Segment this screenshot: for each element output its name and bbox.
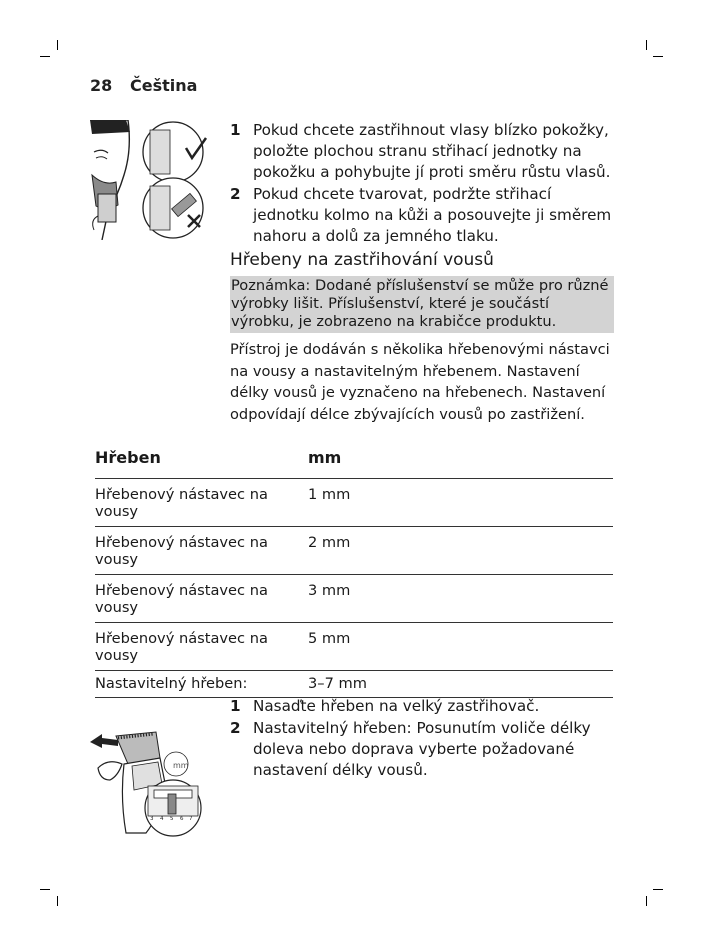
note-box: Poznámka: Dodané příslušenství se může pro různé výrobky lišit. Příslušenství, které je součástí výrobku, je zobrazeno na krabičce produktu. [230,276,614,333]
list-item: 2 Pokud chcete tvarovat, podržte střihací jednotku kolmo na kůži a posouvejte ji směrem nahoru a dolů za jemného tlaku. [230,185,612,245]
table-cell: 2 mm [308,527,613,575]
crop-mark [40,889,50,890]
list-item: 1 Pokud chcete zastřihnout vlasy blízko pokožky, položte plochou stranu střihací jednotky na pokožku a pohybujte jí proti směru růstu vlasů. [230,121,611,181]
table-cell: 1 mm [308,479,613,527]
scale-label: 6 [180,816,184,822]
crop-mark [646,40,647,50]
comb-steps-list [230,696,615,782]
crop-mark [646,896,647,906]
table-row [95,575,613,623]
column-header: Hřeben [95,448,161,467]
crop-mark [653,56,663,57]
crop-mark [40,56,50,57]
table-cell: 5 mm [308,623,613,671]
description-paragraph: Přístroj je dodáván s několika hřebenovými nástavci na vousy a nastavitelným hřebenem. Nastavení délky vousů je vyznačeno na hřebenech. Nastavení odpovídají délce zbývajících vousů po zastřižení. [230,341,610,423]
table-cell: Hřebenový nástavec na vousy [95,623,308,671]
scale-label: 5 [170,816,174,822]
dial-unit-label: mm [173,761,189,770]
scale-label: 7 [189,816,193,822]
table-cell: Hřebenový nástavec na vousy [95,527,308,575]
table-cell: Hřebenový nástavec na vousy [95,575,308,623]
column-header: mm [308,448,342,467]
table-row [95,479,613,527]
crop-mark [57,896,58,906]
table-cell: Hřebenový nástavec na vousy [95,479,308,527]
crop-mark [57,40,58,50]
table-cell: 3–7 mm [308,671,613,698]
trimming-illustration [88,120,208,240]
adjustable-comb-illustration [88,728,208,838]
list-item: 1 Nasaďte hřeben na velký zastřihovač. [230,697,540,715]
trim-steps-list [230,120,615,248]
list-item: 2 Nastavitelný hřeben: Posunutím voliče délky doleva nebo doprava vyberte požadované nastavení délky vousů. [230,719,591,779]
section-heading: Hřebeny na zastřihování vousů [230,250,494,270]
crop-mark [653,889,663,890]
scale-label: 4 [160,816,164,822]
table-row [95,527,613,575]
language-label: Čeština [130,76,198,95]
table-cell: Nastavitelný hřeben: [95,671,308,698]
page-number: 28 [90,76,113,95]
table-row [95,671,613,698]
scale-label: 3 [150,816,154,822]
comb-table [95,444,613,698]
table-row [95,623,613,671]
table-cell: 3 mm [308,575,613,623]
